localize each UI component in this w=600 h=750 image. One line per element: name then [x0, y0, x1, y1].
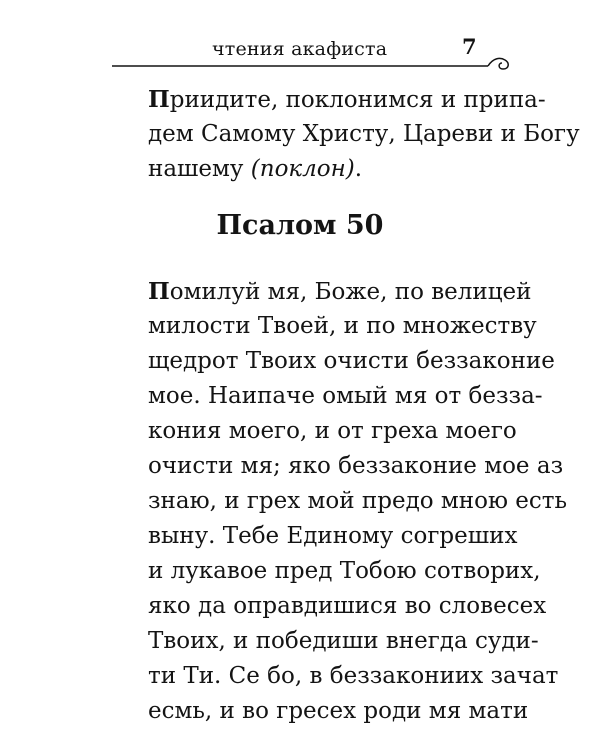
text-line: знаю, и грех мой предо мною есть: [148, 488, 568, 514]
text-line: очисти мя; яко беззаконие мое аз: [148, 453, 564, 479]
text-line: мое. Наипаче омый мя от безза-: [148, 383, 543, 409]
drop-cap: П: [148, 278, 170, 305]
line-text: нашему: [148, 156, 251, 182]
text-line: [148, 82, 546, 117]
text-line: и лукавое пред Тобою сотворих,: [148, 558, 541, 584]
text-line: есмь, и во гресех роди мя мати: [148, 698, 529, 724]
text-line: Твоих, и победиши внегда суди-: [148, 628, 539, 654]
invitation-paragraph: [148, 82, 580, 187]
line-punctuation: .: [354, 156, 363, 182]
rubric-bow: (поклон): [250, 156, 355, 182]
text-line: ти Ти. Се бо, в беззакониих зачат: [148, 663, 559, 689]
text-line: кония моего, и от греха моего: [148, 418, 517, 444]
page-number: 7: [462, 34, 477, 59]
text-line: милости Твоей, и по множеству: [148, 313, 537, 339]
line-text: риидите, поклонимся и припа-: [169, 87, 546, 113]
text-line: [148, 274, 532, 309]
text-line: дем Самому Христу, Цареви и Богу: [148, 121, 580, 147]
text-line: щедрот Твоих очисти беззаконие: [148, 348, 555, 374]
psalm-paragraph: [148, 274, 568, 729]
text-line: [148, 152, 483, 187]
line-text: омилуй мя, Боже, по велицей: [169, 279, 532, 305]
page-header: [0, 0, 600, 80]
running-title: чтения акафиста: [212, 38, 388, 60]
psalm-title: Псалом 50: [216, 210, 384, 241]
text-line: выну. Тебе Единому согреших: [148, 523, 518, 549]
drop-cap: П: [148, 86, 170, 113]
text-line: яко да оправдишися во словесех: [148, 593, 547, 619]
